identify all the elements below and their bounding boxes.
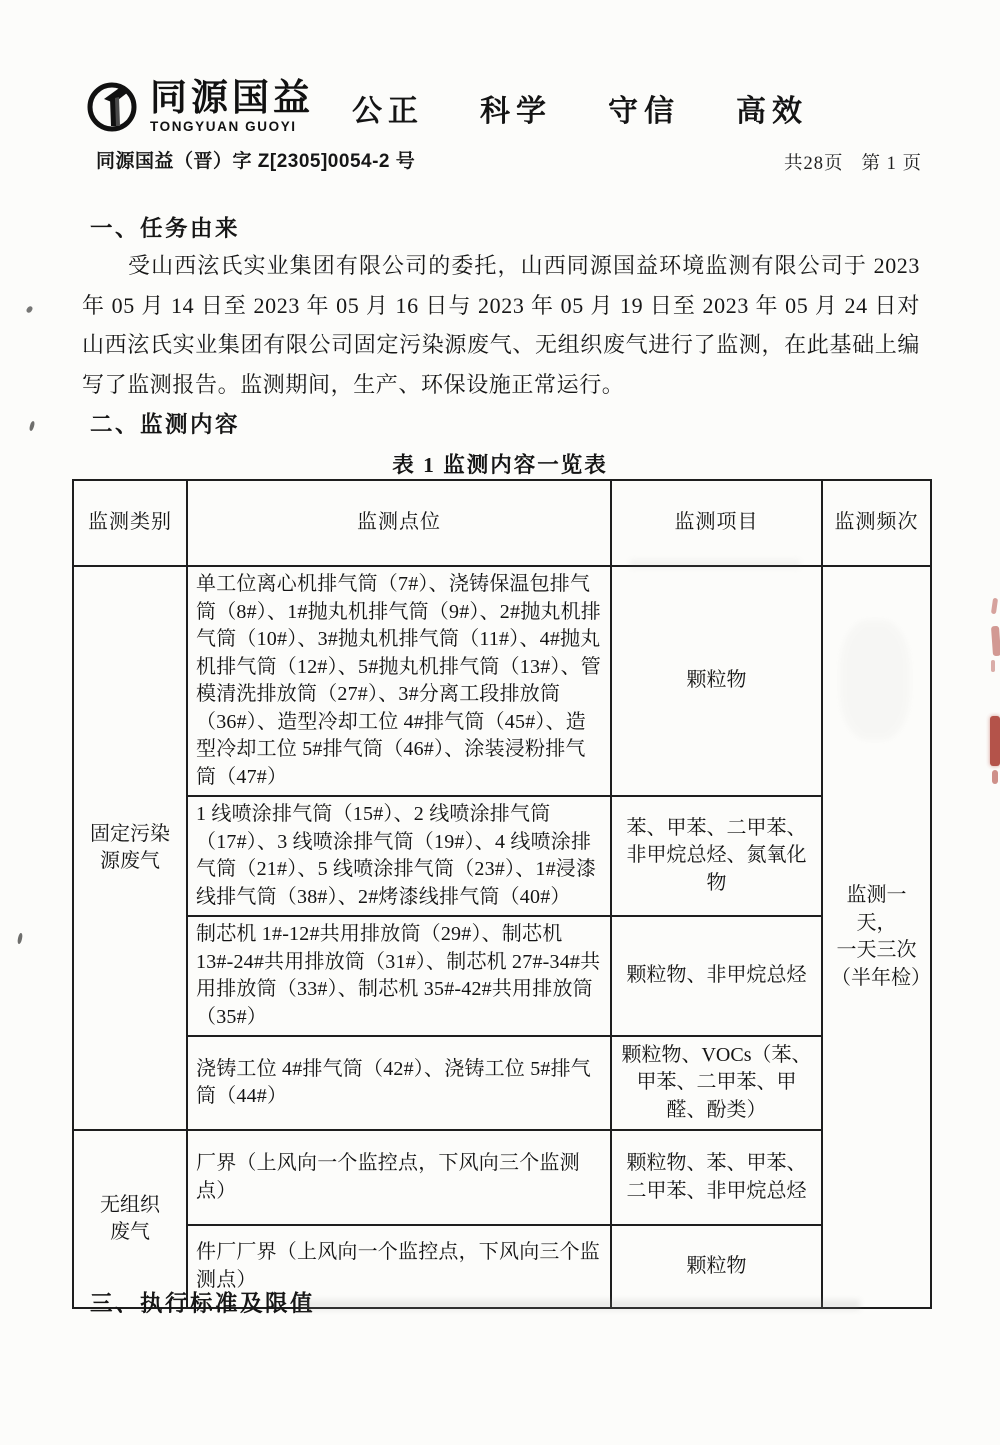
section-2-title: 二、监测内容 <box>90 412 241 437</box>
col-header-frequency: 监测频次 <box>822 480 931 566</box>
items-cell: 苯、甲苯、二甲苯、非甲烷总烃、氮氧化物 <box>611 796 822 916</box>
col-header-points: 监测点位 <box>187 480 611 566</box>
red-stamp-bleed <box>991 660 995 672</box>
section-3-title: 三、执行标准及限值 <box>90 1291 316 1316</box>
items-cell: 颗粒物、苯、甲苯、二甲苯、非甲烷总烃 <box>611 1130 822 1225</box>
table-row <box>73 796 931 916</box>
scan-ghosting <box>300 1300 860 1310</box>
brand-subname: TONGYUAN GUOYI <box>150 119 297 134</box>
table-title: 表 1 监测内容一览表 <box>392 453 608 477</box>
slogan-word-2: 科学 <box>480 95 552 128</box>
table-row <box>73 916 931 1036</box>
pages-total: 共28页 <box>783 154 844 174</box>
logo-icon <box>86 78 140 134</box>
page-current: 第 1 页 <box>861 154 922 174</box>
slogan-row <box>352 86 808 130</box>
table-row <box>73 1130 931 1225</box>
table-row <box>73 566 931 796</box>
brand-text-block <box>150 78 314 134</box>
scan-speck <box>25 305 33 314</box>
points-cell: 件厂厂界（上风向一个监控点，下风向三个监测点） <box>187 1225 611 1308</box>
points-cell: 浇铸工位 4#排气筒（42#）、浇铸工位 5#排气筒（44#） <box>187 1036 611 1130</box>
items-cell: 颗粒物、非甲烷总烃 <box>611 916 822 1036</box>
company-logo <box>86 78 314 134</box>
red-stamp-bleed <box>990 716 1000 766</box>
category-fugitive-emissions: 无组织 废气 <box>73 1130 187 1308</box>
slogan-word-4: 高效 <box>736 95 808 128</box>
points-cell: 厂界（上风向一个监控点，下风向三个监测点） <box>187 1130 611 1225</box>
slogan-word-3: 守信 <box>608 95 680 128</box>
points-cell: 1 线喷涂排气筒（15#）、2 线喷涂排气筒（17#）、3 线喷涂排气筒（19#）、4 线喷涂排气筒（21#）、5 线喷涂排气筒（23#）、1#浸漆线排气筒（38#）、2#烤漆线排气筒（40#） <box>187 796 611 916</box>
red-stamp-bleed <box>991 626 1000 656</box>
scan-ghosting <box>630 560 800 568</box>
slogan-word-1: 公正 <box>352 95 424 128</box>
items-cell: 颗粒物 <box>611 566 822 796</box>
scan-speck <box>29 421 36 432</box>
section-1-title: 一、任务由来 <box>90 216 241 241</box>
scan-speck <box>17 933 23 945</box>
scan-ghosting <box>840 620 910 740</box>
items-cell: 颗粒物 <box>611 1225 822 1308</box>
table-row <box>73 1036 931 1130</box>
section-1-paragraph: 受山西泫氏实业集团有限公司的委托，山西同源国益环境监测有限公司于 2023 年 05 月 14 日至 2023 年 05 月 16 日与 2023 年 05 月 19 日至 2023 年 05 月 24 日对山西泫氏实业集团有限公司固定污染源废气、无组织废气进行了监测，在此基础上编写了监测报告。监测期间，生产、环保设施正常运行。 <box>82 253 920 397</box>
category-fixed-sources: 固定污染 源废气 <box>73 566 187 1130</box>
pagination <box>784 149 922 175</box>
points-cell: 单工位离心机排气筒（7#）、浇铸保温包排气筒（8#）、1#抛丸机排气筒（9#）、2#抛丸机排气筒（10#）、3#抛丸机排气筒（11#）、4#抛丸机排气筒（12#）、5#抛丸机排气筒（13#）、管模清洗排放筒（27#）、3#分离工段排放筒（36#）、造型冷却工位 4#排气筒（45#）、造型冷却工位 5#排气筒（46#）、涂装浸粉排气筒（47#） <box>187 566 611 796</box>
col-header-items: 监测项目 <box>611 480 822 566</box>
points-cell: 制芯机 1#-12#共用排放筒（29#）、制芯机 13#-24#共用排放筒（31#）、制芯机 27#-34#共用排放筒（33#）、制芯机 35#-42#共用排放筒（35#） <box>187 916 611 1036</box>
items-cell: 颗粒物、VOCs（苯、甲苯、二甲苯、甲醛、酚类） <box>611 1036 822 1130</box>
document-number: 同源国益（晋）字 Z[2305]0054-2 号 <box>96 151 416 172</box>
red-stamp-bleed <box>992 770 998 784</box>
frequency-cell: 监测一天， 一天三次 （半年检） <box>822 566 931 1308</box>
red-stamp-bleed <box>991 598 998 615</box>
monitoring-table <box>72 479 932 1309</box>
table-header-row <box>73 480 931 566</box>
brand-name: 同源国益 <box>150 77 314 118</box>
col-header-category: 监测类别 <box>73 480 187 566</box>
